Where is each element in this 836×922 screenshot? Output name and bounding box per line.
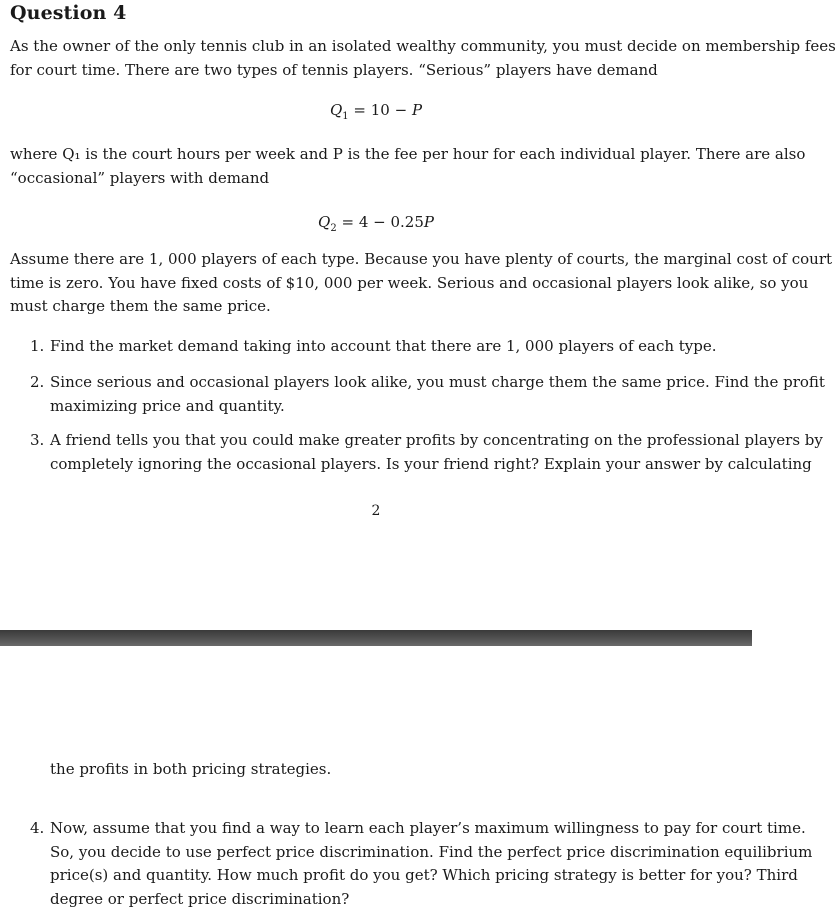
intro-paragraph <box>10 35 836 82</box>
list-item-3-continuation: the profits in both pricing strategies. <box>50 760 332 778</box>
equation-serious-demand: $Q_1 = 10 - P$ <box>329 101 423 122</box>
paragraph-line: “occasional” players with demand <box>10 168 270 187</box>
paragraph-line: time is zero. You have fixed costs of $10, 000 per week. Serious and occasional players look alike, so you <box>10 273 809 292</box>
paragraph-line: must charge them the same price. <box>10 297 271 315</box>
page-number: 2 <box>371 503 381 519</box>
question-title: Question 4 <box>10 2 127 24</box>
assumption-paragraph <box>10 248 833 319</box>
paragraph-line: where Q₁ is the court hours per week and P is the fee per hour for each individual player. There are also <box>10 145 806 163</box>
list-item-number: 1. <box>30 337 45 355</box>
paragraph-line: for court time. There are two types of tennis players. “Serious” players have demand <box>10 60 658 79</box>
list-item-number: 3. <box>30 431 45 449</box>
paragraph-line: As the owner of the only tennis club in an isolated wealthy community, you must decide on membership fees <box>10 37 836 55</box>
list-item-number: 4. <box>30 819 45 837</box>
list-item-text: Find the market demand taking into account that there are 1, 000 players of each type. <box>50 337 717 355</box>
list-item-text: A friend tells you that you could make greater profits by concentrating on the professional players by completely ignoring the occasional players. Is your friend right? Explain your answer by calculating <box>50 431 823 473</box>
definition-paragraph <box>10 143 806 190</box>
list-item-number: 2. <box>30 373 45 391</box>
list-item-text: Since serious and occasional players look alike, you must charge them the same price. Find the profit maximizing price and quantity. <box>50 373 825 415</box>
page-divider <box>0 630 752 646</box>
paragraph-line: Assume there are 1, 000 players of each type. Because you have plenty of courts, the marginal cost of court <box>10 250 833 268</box>
equation-occasional-demand: $Q_2 = 4 - 0.25P$ <box>318 213 434 234</box>
list-item-text: Now, assume that you find a way to learn each player’s maximum willingness to pay for court time. So, you decide to use perfect price discrimination. Find the perfect price discrimination equilibrium price(s) and quantity. How much profit do you get? Which pricing strategy is better for you? Third degree or perfect price discrimination? <box>50 819 813 908</box>
